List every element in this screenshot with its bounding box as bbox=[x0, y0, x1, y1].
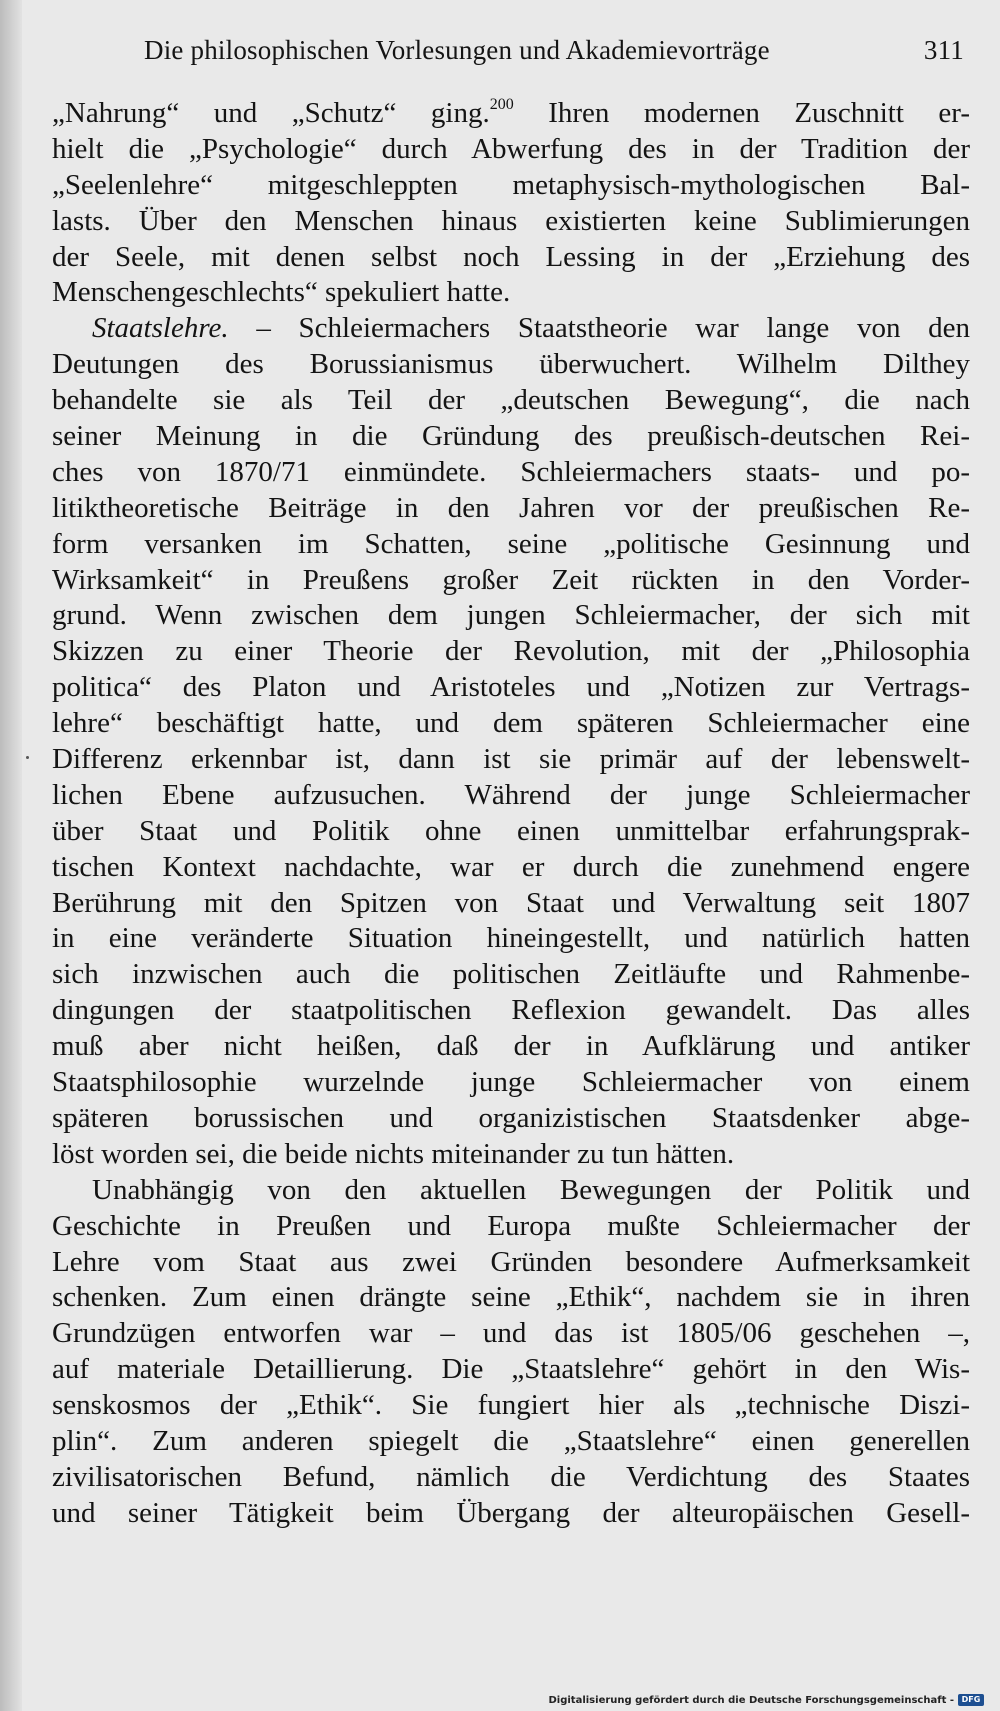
text-line: lehre“ beschäftigt hatte, und dem späteren Schleiermacher eine bbox=[52, 707, 970, 740]
text-line: Deutungen des Borussianismus überwuchert. Wilhelm Dilthey bbox=[52, 348, 970, 381]
text-line: Berührung mit den Spitzen von Staat und Verwaltung seit 1807 bbox=[52, 886, 970, 919]
text-line: lichen Ebene aufzusuchen. Während der junge Schleiermacher bbox=[52, 778, 970, 811]
text-line: Lehre vom Staat aus zwei Gründen besondere Aufmerksamkeit bbox=[52, 1245, 970, 1278]
text-line: Differenz erkennbar ist, dann ist sie primär auf der lebenswelt- bbox=[52, 743, 970, 776]
text-line: Grundzügen entworfen war – und das ist 1805/06 geschehen –, bbox=[52, 1317, 970, 1350]
text-line: auf materiale Detaillierung. Die „Staatslehre“ gehört in den Wis- bbox=[52, 1353, 970, 1386]
credit-text: Digitalisierung gefördert durch die Deutsche Forschungsgemeinschaft - bbox=[548, 1694, 954, 1706]
text-line: politica“ des Platon und Aristoteles und „Notizen zur Vertrags- bbox=[52, 671, 970, 704]
text-fragment: „Nahrung“ und „Schutz“ ging. bbox=[52, 97, 490, 129]
text-line: zivilisatorischen Befund, nämlich die Verdichtung des Staates bbox=[52, 1460, 970, 1493]
text-line: und seiner Tätigkeit beim Übergang der alteuropäischen Gesell- bbox=[52, 1496, 970, 1529]
text-line: muß aber nicht heißen, daß der in Aufklärung und antiker bbox=[52, 1030, 970, 1063]
text-fragment: – Schleiermachers Staatstheorie war lange von den bbox=[228, 312, 970, 345]
text-line: späteren borussischen und organizistischen Staatsdenker abge- bbox=[52, 1101, 970, 1134]
section-heading: Staatslehre. bbox=[92, 312, 229, 345]
text-line: löst worden sei, die beide nichts miteinander zu tun hätten. bbox=[52, 1137, 735, 1170]
text-line: in eine veränderte Situation hineingestellt, und natürlich hatten bbox=[52, 922, 970, 955]
text-line: hielt die „Psychologie“ durch Abwerfung des in der Tradition der bbox=[52, 132, 970, 165]
running-title: Die philosophischen Vorlesungen und Akademievorträge bbox=[144, 35, 770, 65]
text-line: über Staat und Politik ohne einen unmittelbar erfahrungsprak- bbox=[52, 814, 970, 847]
scan-edge-shadow bbox=[0, 0, 22, 1711]
body-text bbox=[52, 96, 970, 1532]
text-line: plin“. Zum anderen spiegelt die „Staatslehre“ einen generellen bbox=[52, 1424, 970, 1457]
text-line: Geschichte in Preußen und Europa mußte Schleiermacher der bbox=[52, 1209, 970, 1242]
scan-speck bbox=[26, 756, 29, 759]
text-line: Unabhängig von den aktuellen Bewegungen der Politik und bbox=[92, 1173, 970, 1206]
text-line: form versanken im Schatten, seine „politische Gesinnung und bbox=[52, 527, 970, 560]
text-line: schenken. Zum einen drängte seine „Ethik“, nachdem sie in ihren bbox=[52, 1281, 970, 1314]
text-line: „Seelenlehre“ mitgeschleppten metaphysisch-mythologischen Bal- bbox=[52, 168, 970, 201]
text-line: grund. Wenn zwischen dem jungen Schleiermacher, der sich mit bbox=[52, 599, 970, 632]
text-line: Skizzen zu einer Theorie der Revolution, mit der „Philosophia bbox=[52, 635, 970, 668]
text-line: ches von 1870/71 einmündete. Schleiermachers staats- und po- bbox=[52, 455, 970, 488]
digitization-credit bbox=[548, 1694, 984, 1706]
text-line bbox=[52, 96, 970, 132]
text-line: Staatsphilosophie wurzelnde junge Schleiermacher von einem bbox=[52, 1066, 970, 1099]
text-line: litiktheoretische Beiträge in den Jahren vor der preußischen Re- bbox=[52, 491, 970, 524]
dfg-logo-icon: DFG bbox=[958, 1694, 984, 1706]
section-heading-line bbox=[52, 311, 970, 347]
text-line: Menschengeschlechts“ spekuliert hatte. bbox=[52, 276, 511, 309]
page-number: 311 bbox=[923, 35, 964, 65]
text-line: Wirksamkeit“ in Preußens großer Zeit rückten in den Vorder- bbox=[52, 563, 970, 596]
text-line: senskosmos der „Ethik“. Sie fungiert hier als „technische Diszi- bbox=[52, 1389, 970, 1422]
text-line: tischen Kontext nachdachte, war er durch die zunehmend engere bbox=[52, 850, 970, 883]
text-line: dingungen der staatpolitischen Reflexion gewandelt. Das alles bbox=[52, 994, 970, 1027]
text-line: lasts. Über den Menschen hinaus existierten keine Sublimierungen bbox=[52, 204, 970, 237]
text-line: der Seele, mit denen selbst noch Lessing in der „Erziehung des bbox=[52, 240, 970, 273]
footnote-ref[interactable]: 200 bbox=[489, 96, 514, 113]
text-line: behandelte sie als Teil der „deutschen Bewegung“, die nach bbox=[52, 384, 970, 417]
text-line: sich inzwischen auch die politischen Zeitläufte und Rahmenbe- bbox=[52, 958, 970, 991]
text-fragment: Ihren modernen Zuschnitt er- bbox=[513, 97, 970, 129]
text-line: seiner Meinung in die Gründung des preußisch-deutschen Rei- bbox=[52, 420, 970, 453]
